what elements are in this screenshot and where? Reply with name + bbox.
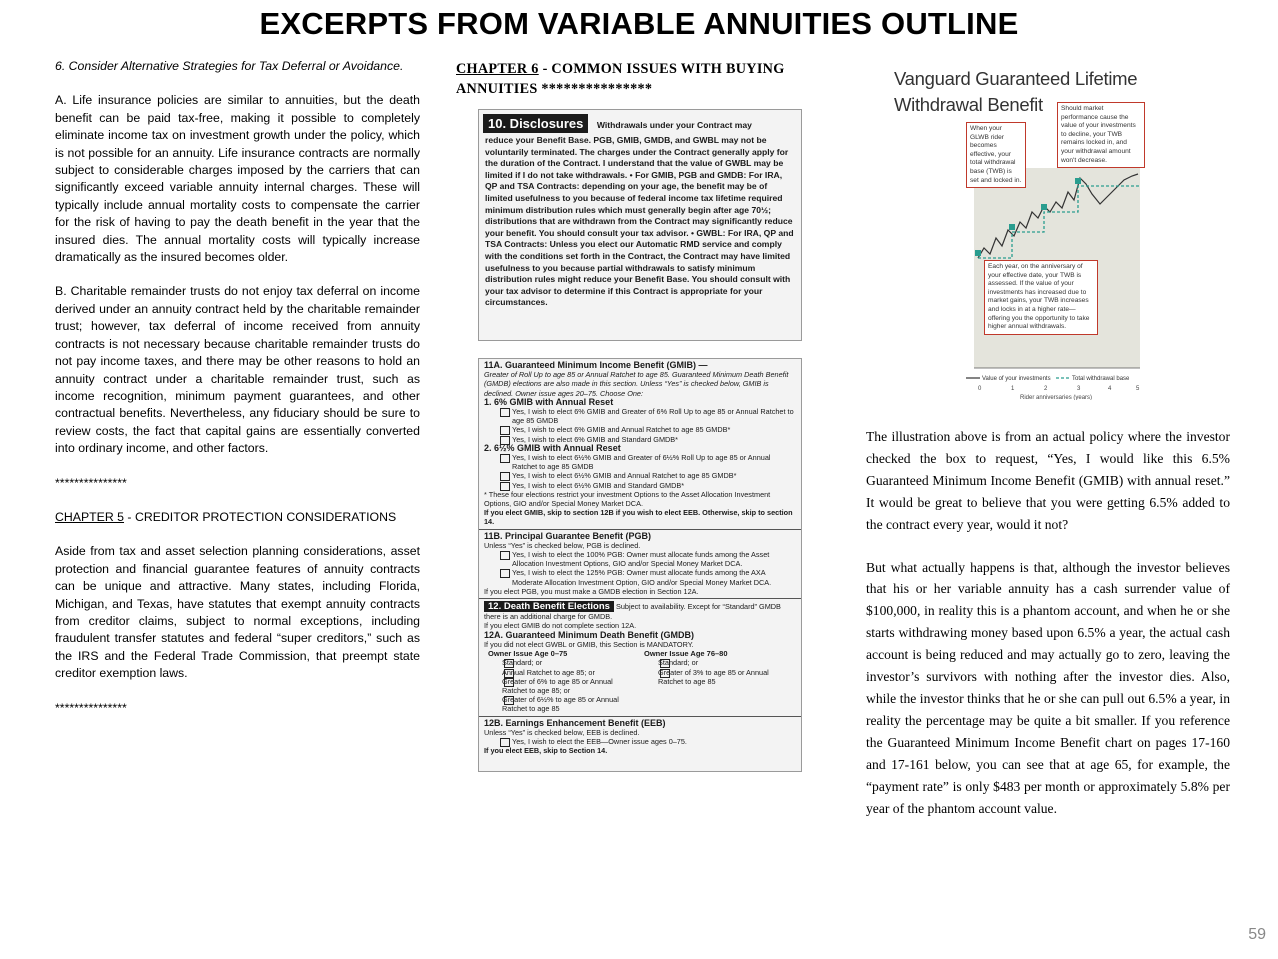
chapter-5-heading: [55, 509, 420, 526]
disclosures-scan: [478, 109, 802, 341]
option-1b-checkbox[interactable]: Yes, I wish to elect 6% GMIB and Annual Ratchet to age 85 GMDB*: [484, 425, 796, 434]
option-2a-checkbox[interactable]: Yes, I wish to elect 6½% GMIB and Greater of 6½% Roll Up to age 85 or Annual Ratchet to age 85 GMDB: [484, 453, 796, 471]
phantom-account-explanation: But what actually happens is that, although the investor believes that his or her variable annuity has a cash surrender value of $100,000, in reality this is a phantom account, and when he or she starts withdrawing money based upon 6.5% a year, the actual cash account is being reduced and may actually go to zero, leaving the investor’s survivors with nothing after the investor dies. Also, while the investor thinks that he or she can pull out 6.5% a year, in reality the percentage may be quite a bit smaller. If you reference the Guaranteed Minimum Income Benefit chart on pages 17-160 and 17-161 below, you can see that at age 65, for example, the “payment rate” is only $483 per month or approximately 5.8% per year of the phantom account value.: [866, 559, 1230, 816]
legend-investment-label: Value of your investments: [982, 376, 1051, 382]
paragraph-a: A. Life insurance policies are similar to annuities, but the death benefit can be paid tax-free, making it possible to completely eliminate income tax on investment growth under the policy, which is not possible for an annuity. Life insurance contracts are normally subject to considerable charges imposed by the carriers that can significantly exceed variable annuity internal charges. These will typically include annual mortality costs to compensate the carrier for the risk of having to pay the death benefit in the year that the insured dies. The annual mortality costs will typically increase dramatically as the insured becomes older.: [55, 93, 420, 265]
section-12b-heading: 12B. Earnings Enhancement Benefit (EEB): [484, 717, 666, 728]
glwb-illustration: [960, 105, 1146, 400]
chart-title-line-1: Vanguard Guaranteed Lifetime: [894, 68, 1138, 89]
pgb-125-checkbox[interactable]: Yes, I wish to elect the 125% PGB: Owner must allocate funds among the AXA Moderate Allocation Investment Option, GIO and/or Special Money Market DCA.: [484, 568, 796, 586]
left-column: [55, 58, 420, 734]
callout-note-1: When your GLWB rider becomes effective, your total withdrawal base (TWB) is set and locked in.: [966, 122, 1026, 188]
eeb-checkbox[interactable]: Yes, I wish to elect the EEB—Owner issue ages 0–75.: [484, 737, 796, 746]
x-tick-label: 2: [1044, 386, 1048, 392]
section-12b-skip: If you elect EEB, skip to Section 14.: [484, 746, 608, 756]
benefit-elections-scan: [478, 358, 802, 772]
skip-instruction: If you elect GMIB, skip to section 12B if you wish to elect EEB. Otherwise, skip to section 14.: [484, 508, 793, 527]
section-11b-note: If you elect PGB, you must make a GMDB election in Section 12A.: [484, 586, 699, 596]
option-2b-checkbox[interactable]: Yes, I wish to elect 6½% GMIB and Annual Ratchet to age 85 GMDB*: [484, 471, 796, 480]
paragraph-b: B. Charitable remainder trusts do not enjoy tax deferral on income derived under an annuity contract held by the charitable remainder trust; however, tax deferral of income received from annuity contracts is not necessary because charitable remainder trusts do not pay income taxes, and there may be other reasons to hold an annuity contract under a charitable remainder trust, such as income recognition, minimum payment guarantees, and other contractual benefits. Nevertheless, any fiduciary should be sure to review costs, the fact that capital gains are essentially converted into ordinary income, and other factors.: [55, 284, 420, 456]
option-1-heading: 1. 6% GMIB with Annual Reset: [484, 396, 614, 407]
gmdb-6pct-checkbox[interactable]: Greater of 6% to age 85 or Annual Ratchet to age 85; or: [488, 677, 636, 695]
section-12-availability: Subject to availability. Except for “Standard” GMDB there is an additional charge for GMDB.: [484, 602, 781, 622]
right-column-text: [866, 426, 1230, 840]
option-1a-checkbox[interactable]: Yes, I wish to elect 6% GMIB and Greater of 6% Roll Up to age 85 or Annual Ratchet to age 85 GMDB: [484, 407, 796, 425]
chapter-5-label: CHAPTER 5: [55, 509, 125, 524]
lock-icon: [1041, 204, 1047, 210]
separator-stars: ***************: [55, 475, 127, 490]
chapter-6-label: CHAPTER 6: [456, 61, 539, 77]
chapter-6-heading: [456, 59, 834, 99]
callout-note-3: Each year, on the anniversary of your effective date, your TWB is assessed. If the value of your investments has increased due to market gains, your TWB increases and locks in at a higher rate—offering you the opportunity to take higher annual withdrawals.: [984, 260, 1098, 335]
age-columns: [484, 649, 796, 713]
disclosures-heading: 10. Disclosures: [483, 114, 588, 133]
lock-icon: [975, 250, 981, 256]
x-tick-label: 5: [1136, 386, 1140, 392]
x-tick-label: 4: [1108, 386, 1112, 392]
section-12a-sub: If you did not elect GWBL or GMIB, this Section is MANDATORY.: [484, 639, 694, 649]
option-2-heading: 2. 6½% GMIB with Annual Reset: [484, 442, 621, 453]
disclosures-body: reduce your Benefit Base. PGB, GMIB, GMDB, and GWBL may not be voluntarily terminated. The charges under the Contract generally apply for the duration of the Contract. I understand that the value of GWBL may be limited if I do not take withdrawals. • For GMIB, PGB and GMDB: For IRA, QP and TSA Contracts: depending on your age, the benefit may be of limited usefulness to you because of federal income tax lifetime required minimum distribution rules which must generally begin after age 70½; distributions that are withdrawn from the Contract may significantly reduce your benefit. You should consult your tax advisor. • GWBL: For IRA, QP and TSA Contracts: Unless you elect our Automatic RMD service and comply with the conditions set forth in the Contract, the Contract may have limited usefulness to you because partial withdrawals to satisfy minimum distribution rules might reduce your Benefit Base. You should consult with your tax advisor to determine if this Contract is appropriate for your circumstances.: [485, 135, 794, 308]
gmdb-6-5pct-checkbox[interactable]: Greater of 6½% to age 85 or Annual Ratchet to age 85: [488, 695, 636, 713]
gmdb-standard-76-checkbox[interactable]: Standard; or: [644, 658, 792, 667]
gmdb-standard-checkbox[interactable]: Standard; or: [488, 658, 636, 667]
section-11b-heading: 11B. Principal Guarantee Benefit (PGB): [484, 530, 652, 541]
callout-note-2: Should market performance cause the value of your investments to decline, your TWB remains locked in, and your withdrawal amount won't decrease.: [1057, 102, 1145, 168]
column-2-heading: Owner Issue Age 76–80: [644, 649, 728, 659]
section-11a: [479, 359, 801, 530]
x-tick-labels: [978, 386, 1140, 392]
chapter-5-title: - CREDITOR PROTECTION CONSIDERATIONS: [124, 509, 397, 524]
section-6-heading: 6. Consider Alternative Strategies for Tax Deferral or Avoidance.: [55, 59, 404, 73]
chapter-6-title: - COMMON ISSUES WITH BUYING ANNUITIES ***************: [456, 61, 785, 97]
x-tick-label: 3: [1077, 386, 1081, 392]
x-axis-label: Rider anniversaries (years): [1020, 395, 1093, 400]
age-column-76-80: [640, 649, 796, 713]
column-1-heading: Owner Issue Age 0–75: [488, 649, 568, 659]
age-column-0-75: [484, 649, 640, 713]
option-2c-checkbox[interactable]: Yes, I wish to elect 6½% GMIB and Standard GMDB*: [484, 481, 796, 490]
gmdb-3pct-checkbox[interactable]: Greater of 3% to age 85 or Annual Ratchet to age 85: [644, 668, 792, 686]
section-12a-heading: 12A. Guaranteed Minimum Death Benefit (GMDB): [484, 629, 695, 640]
x-tick-label: 0: [978, 386, 982, 392]
illustration-explanation: The illustration above is from an actual policy where the investor checked the box to request, “Yes, I would like this 6.5% Guaranteed Minimum Income Benefit (GMIB) with annual reset.” It would be great to believe that you were getting 6.5% added to the contract every year, would it not?: [866, 429, 1230, 532]
gmdb-ratchet-checkbox[interactable]: Annual Ratchet to age 85; or: [488, 668, 636, 677]
paragraph-c: Aside from tax and asset selection planning considerations, asset protection and financial guarantee features of annuity contracts can be unique and attractive. Many states, including Florida, Michigan, and Texas, have statutes that exempt annuity contracts from creditor claims, subject to normal exceptions, including fraudulent transfer statutes and federal “super creditors,” such as the IRS and the Federal Trade Commission, that preempt state creditor exemption laws.: [55, 544, 420, 681]
lock-icon: [1075, 178, 1081, 184]
page-number: 59: [1248, 926, 1266, 943]
pgb-100-checkbox[interactable]: Yes, I wish to elect the 100% PGB: Owner must allocate funds among the Asset Allocation Investment Options, GIO and/or Special Money Market DCA.: [484, 550, 796, 568]
legend-twb-label: Total withdrawal base: [1072, 376, 1130, 382]
section-11a-heading: 11A. Guaranteed Minimum Income Benefit (GMIB) —: [484, 360, 708, 370]
section-11b: [479, 530, 801, 599]
chart-title-line-2: Withdrawal Benefit: [894, 94, 1043, 115]
option-1c-checkbox[interactable]: Yes, I wish to elect 6% GMIB and Standard GMDB*: [484, 435, 796, 444]
election-note: * These four elections restrict your investment Options to the Asset Allocation Investment Options, GIO and/or Special Money Market DCA.: [484, 489, 771, 509]
disclosures-intro: Withdrawals under your Contract may: [596, 120, 752, 130]
section-11b-sub: Unless “Yes” is checked below, PGB is declined.: [484, 540, 641, 550]
section-12-heading: 12. Death Benefit Elections: [484, 601, 614, 612]
section-12-skip: If you elect GMIB do not complete section 12A.: [484, 621, 637, 631]
page-title: EXCERPTS FROM VARIABLE ANNUITIES OUTLINE: [259, 6, 1019, 41]
lock-icon: [1009, 224, 1015, 230]
section-11a-sub: Greater of Roll Up to age 85 or Annual Ratchet to age 85. Guaranteed Minimum Death Benefit (GMDB) elections are also made in this section. Unless “Yes” is checked below, GMIB is declined. Owner issue ages 20–75. Choose One:: [484, 370, 789, 398]
separator-stars: ***************: [55, 700, 127, 715]
section-12b-sub: Unless “Yes” is checked below, EEB is declined.: [484, 727, 640, 737]
section-12: [479, 599, 801, 716]
section-12b: [479, 717, 801, 758]
x-tick-label: 1: [1011, 386, 1015, 392]
